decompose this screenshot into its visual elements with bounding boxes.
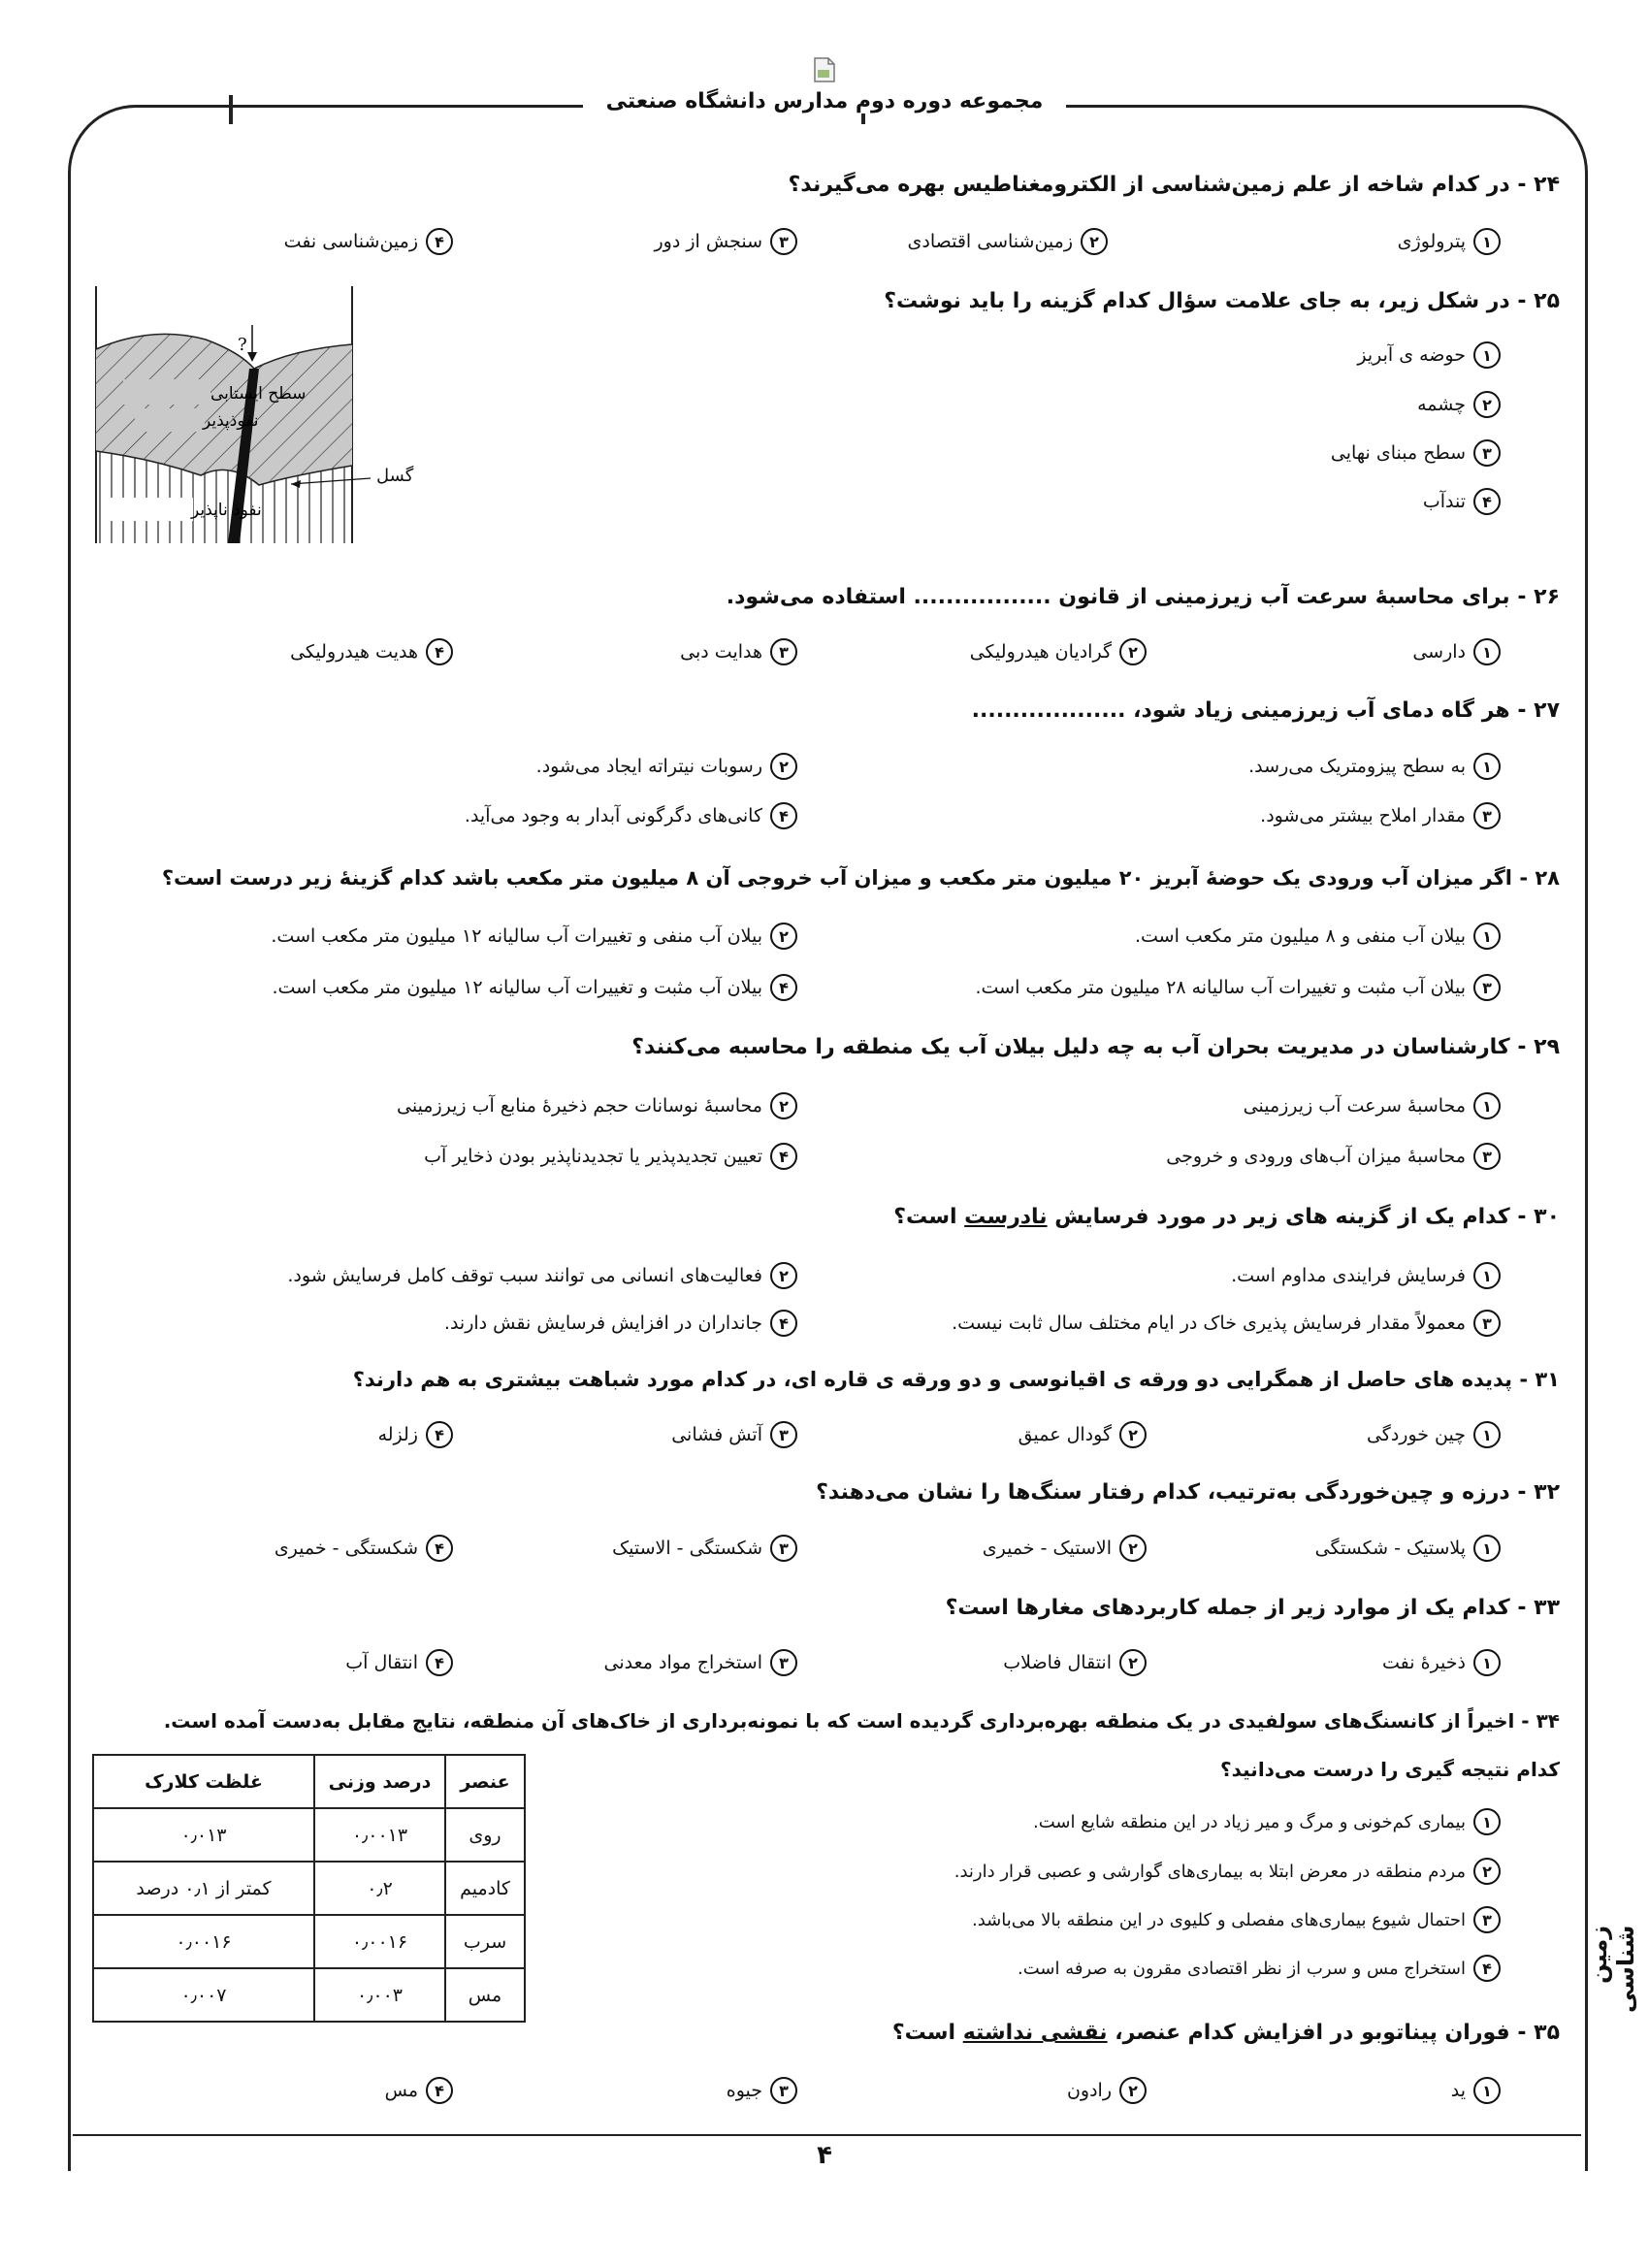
option-label: رادون xyxy=(1066,2080,1112,2101)
q29-option-2[interactable] xyxy=(397,1092,797,1119)
option-label: شکستگی - الاستیک xyxy=(612,1538,762,1559)
question-text-part: ۳۰ - کدام یک از گزینه های زیر در مورد فرسایش xyxy=(1047,1205,1560,1229)
option-label: ذخیرهٔ نفت xyxy=(1382,1652,1466,1673)
q30-option-3[interactable] xyxy=(952,1310,1501,1337)
table-cell: ۰٫۲ xyxy=(314,1862,445,1915)
option-label: انتقال فاضلاب xyxy=(1003,1652,1112,1673)
option-number-circle: ۴ xyxy=(770,1310,797,1337)
q33-option-1[interactable] xyxy=(1382,1649,1501,1676)
question-text-part: است؟ xyxy=(891,2021,963,2045)
table-header-weight-percent: درصد وزنی xyxy=(314,1755,445,1808)
table-header-clarke: غلظت کلارک xyxy=(93,1755,314,1808)
option-label: کانی‌های دگرگونی آبدار به وجود می‌آید. xyxy=(464,805,762,826)
q27-option-3[interactable] xyxy=(1260,802,1501,829)
question-text-part: ۳۵ - فوران پیناتوبو در افزایش کدام عنصر، xyxy=(1107,2021,1560,2045)
table-cell: کادمیم xyxy=(445,1862,525,1915)
q33-option-3[interactable] xyxy=(604,1649,797,1676)
q26-option-4[interactable] xyxy=(290,638,453,665)
option-label: الاستیک - خمیری xyxy=(982,1538,1112,1559)
option-number-circle: ۲ xyxy=(1119,1421,1147,1448)
q24-option-3[interactable] xyxy=(655,228,798,255)
q24-option-2[interactable] xyxy=(908,228,1108,255)
q31-option-1[interactable] xyxy=(1367,1421,1501,1448)
q29-option-4[interactable] xyxy=(424,1143,797,1170)
option-label: آتش فشانی xyxy=(671,1424,762,1445)
q28-option-3[interactable] xyxy=(975,974,1501,1001)
question-29: ۲۹ - کارشناسان در مدیریت بحران آب به چه دلیل بیلان آب یک منطقه را محاسبه می‌کنند؟ xyxy=(631,1035,1560,1059)
option-label: انتقال آب xyxy=(345,1652,418,1673)
option-label: فعالیت‌های انسانی می توانند سبب توقف کامل فرسایش شود. xyxy=(287,1265,762,1286)
option-label: تندآب xyxy=(1422,491,1466,512)
q35-option-4[interactable] xyxy=(385,2077,453,2104)
option-number-circle: ۲ xyxy=(770,1092,797,1119)
option-number-circle: ۴ xyxy=(426,1535,453,1562)
table-cell: ۰٫۰۰۱۶ xyxy=(93,1915,314,1968)
option-number-circle: ۱ xyxy=(1473,1649,1501,1676)
q25-option-1[interactable] xyxy=(1357,341,1501,369)
footer-divider xyxy=(73,2134,1581,2136)
option-number-circle: ۴ xyxy=(770,974,797,1001)
image-placeholder-icon xyxy=(813,56,836,83)
option-number-circle: ۱ xyxy=(1473,638,1501,665)
q34-option-1[interactable] xyxy=(1033,1808,1501,1835)
q32-option-2[interactable] xyxy=(983,1535,1147,1562)
option-number-circle: ۱ xyxy=(1473,2077,1501,2104)
table-header-row xyxy=(93,1755,525,1808)
table-cell: ۰٫۰۰۳ xyxy=(314,1968,445,2022)
table-row xyxy=(93,1915,525,1968)
option-number-circle: ۲ xyxy=(1119,1649,1147,1676)
question-33: ۳۳ - کدام یک از موارد زیر از جمله کاربردهای مغارها است؟ xyxy=(945,1596,1560,1620)
fault-pointer xyxy=(291,461,388,500)
q30-underlined-word: نادرست xyxy=(964,1205,1048,1229)
option-label: جانداران در افزایش فرسایش نقش دارند. xyxy=(443,1312,762,1334)
option-number-circle: ۳ xyxy=(770,2077,797,2104)
q28-option-2[interactable] xyxy=(271,923,797,950)
option-number-circle: ۳ xyxy=(1473,1906,1501,1933)
option-label: چین خوردگی xyxy=(1366,1424,1466,1445)
option-label: شکستگی - خمیری xyxy=(274,1538,418,1559)
option-number-circle: ۱ xyxy=(1473,228,1501,255)
question-34-prompt: کدام نتیجه گیری را درست می‌دانید؟ xyxy=(1219,1758,1560,1781)
page-number: ۴ xyxy=(817,2141,832,2170)
q26-option-1[interactable] xyxy=(1412,638,1501,665)
option-label: بیلان آب مثبت و تغییرات آب سالیانه ۲۸ میلیون متر مکعب است. xyxy=(975,977,1466,998)
option-number-circle: ۲ xyxy=(770,753,797,780)
q30-option-4[interactable] xyxy=(444,1310,797,1337)
option-label: زمین‌شناسی نفت xyxy=(283,231,418,252)
option-label: زلزله xyxy=(377,1424,418,1445)
q29-option-1[interactable] xyxy=(1244,1092,1501,1119)
q25-option-2[interactable] xyxy=(1417,391,1501,418)
option-label: پترولوژی xyxy=(1397,231,1466,252)
table-cell: ۰٫۰۰۱۶ xyxy=(314,1915,445,1968)
option-number-circle: ۴ xyxy=(1473,488,1501,515)
option-label: دارسی xyxy=(1412,641,1466,663)
q27-option-1[interactable] xyxy=(1248,753,1501,780)
option-label: هدایت دبی xyxy=(680,641,762,663)
option-number-circle: ۲ xyxy=(1081,228,1108,255)
table-cell: سرب xyxy=(445,1915,525,1968)
q27-option-4[interactable] xyxy=(465,802,797,829)
q31-option-3[interactable] xyxy=(671,1421,797,1448)
question-text-part: است؟ xyxy=(893,1205,965,1229)
q26-option-3[interactable] xyxy=(680,638,797,665)
option-number-circle: ۳ xyxy=(770,1535,797,1562)
option-number-circle: ۳ xyxy=(770,638,797,665)
option-label: چشمه xyxy=(1417,394,1466,415)
option-label: هدیت هیدرولیکی xyxy=(290,641,418,663)
table-row xyxy=(93,1968,525,2022)
option-number-circle: ۱ xyxy=(1473,923,1501,950)
q33-option-2[interactable] xyxy=(1003,1649,1147,1676)
figure-label-impermeable: نفوذ ناپذیر xyxy=(191,501,262,520)
option-number-circle: ۲ xyxy=(1473,1858,1501,1885)
option-number-circle: ۳ xyxy=(770,228,797,255)
q32-option-4[interactable] xyxy=(275,1535,453,1562)
q31-option-4[interactable] xyxy=(378,1421,453,1448)
table-cell: کمتر از ۰٫۱ درصد xyxy=(93,1862,314,1915)
option-number-circle: ۳ xyxy=(1473,974,1501,1001)
figure-label-fault: گسل xyxy=(376,466,414,486)
option-label: محاسبهٔ نوسانات حجم ذخیرهٔ منابع آب زیرزمینی xyxy=(397,1095,762,1117)
table-cell: ۰٫۰۰۷ xyxy=(93,1968,314,2022)
option-number-circle: ۱ xyxy=(1473,341,1501,369)
option-label: سنجش از دور xyxy=(654,231,762,252)
option-number-circle: ۴ xyxy=(426,228,453,255)
option-label: زمین‌شناسی اقتصادی xyxy=(907,231,1073,252)
option-label: استخراج مس و سرب از نظر اقتصادی مقرون به صرفه است. xyxy=(1018,1958,1466,1979)
option-number-circle: ۲ xyxy=(1119,638,1147,665)
table-cell: روی xyxy=(445,1808,525,1862)
option-label: سطح مبنای نهایی xyxy=(1330,442,1466,464)
option-label: مس xyxy=(384,2080,418,2101)
option-label: احتمال شیوع بیماری‌های مفصلی و کلیوی در این منطقه بالا می‌باشد. xyxy=(971,1909,1466,1930)
option-number-circle: ۱ xyxy=(1473,1421,1501,1448)
option-label: رسوبات نیتراته ایجاد می‌شود. xyxy=(535,756,762,777)
q28-option-4[interactable] xyxy=(272,974,797,1001)
subject-side-tab: زمین شناسی xyxy=(1585,1926,1639,2014)
option-number-circle: ۱ xyxy=(1473,1092,1501,1119)
groundwater-fault-figure xyxy=(94,286,354,543)
option-number-circle: ۴ xyxy=(770,802,797,829)
q34-option-4[interactable] xyxy=(1018,1955,1501,1982)
question-34: ۳۴ - اخیراً از کانسنگ‌های سولفیدی در یک منطقه بهره‌برداری گردیده است که با نمونه‌برداری از خاک‌های آن منطقه، نتایج مقابل به‌دست آمده است. xyxy=(163,1709,1560,1733)
option-number-circle: ۴ xyxy=(426,2077,453,2104)
option-label: استخراج مواد معدنی xyxy=(603,1652,762,1673)
table-row xyxy=(93,1862,525,1915)
q32-option-1[interactable] xyxy=(1315,1535,1501,1562)
question-32: ۳۲ - درزه و چین‌خوردگی به‌ترتیب، کدام رفتار سنگ‌ها را نشان می‌دهند؟ xyxy=(816,1480,1560,1505)
option-number-circle: ۳ xyxy=(770,1421,797,1448)
option-label: جیوه xyxy=(726,2080,762,2101)
question-24: ۲۴ - در کدام شاخه از علم زمین‌شناسی از الکترومغناطیس بهره می‌گیرند؟ xyxy=(788,173,1560,197)
table-cell: مس xyxy=(445,1968,525,2022)
q28-option-1[interactable] xyxy=(1135,923,1501,950)
question-31: ۳۱ - پدیده های حاصل از همگرایی دو ورقه ی اقیانوسی و دو ورقه ی قاره ای، در کدام مورد شباهت بیشتری به هم دارند؟ xyxy=(352,1368,1560,1391)
q35-underlined-phrase: نقشی نداشته xyxy=(962,2021,1108,2045)
option-label: مردم منطقه در معرض ابتلا به بیماری‌های گوارشی و عصبی قرار دارند. xyxy=(954,1861,1466,1882)
option-label: تعیین تجدیدپذیر یا تجدیدناپذیر بودن ذخایر آب xyxy=(424,1146,762,1167)
option-number-circle: ۳ xyxy=(1473,1310,1501,1337)
option-label: بیماری کم‌خونی و مرگ و میر زیاد در این منطقه شایع است. xyxy=(1033,1811,1466,1832)
table-cell: ۰٫۰۱۳ xyxy=(93,1808,314,1862)
option-number-circle: ۴ xyxy=(770,1143,797,1170)
figure-label-water-table: سطح ایستابی xyxy=(210,384,307,404)
option-number-circle: ۱ xyxy=(1473,1535,1501,1562)
q31-option-2[interactable] xyxy=(1018,1421,1147,1448)
soil-sample-table xyxy=(92,1754,526,2023)
option-number-circle: ۴ xyxy=(1473,1955,1501,1982)
question-35 xyxy=(892,2021,1560,2045)
q33-option-4[interactable] xyxy=(345,1649,453,1676)
option-number-circle: ۴ xyxy=(426,638,453,665)
header-title-wrap xyxy=(0,89,1649,113)
q24-option-4[interactable] xyxy=(284,228,453,255)
option-label: محاسبهٔ میزان آب‌های ورودی و خروجی xyxy=(1166,1146,1466,1167)
q25-option-4[interactable] xyxy=(1423,488,1501,515)
option-label: ید xyxy=(1450,2080,1466,2101)
q30-option-1[interactable] xyxy=(1231,1262,1501,1289)
option-number-circle: ۱ xyxy=(1473,753,1501,780)
option-number-circle: ۲ xyxy=(770,923,797,950)
question-27: ۲۷ - هر گاه دمای آب زیرزمینی زیاد شود، ................... xyxy=(971,698,1560,723)
option-number-circle: ۴ xyxy=(426,1421,453,1448)
option-number-circle: ۲ xyxy=(770,1262,797,1289)
option-number-circle: ۲ xyxy=(1473,391,1501,418)
q26-option-2[interactable] xyxy=(970,638,1147,665)
q24-option-1[interactable] xyxy=(1398,228,1501,255)
question-30 xyxy=(893,1205,1560,1229)
option-number-circle: ۲ xyxy=(1119,2077,1147,2104)
option-number-circle: ۳ xyxy=(770,1649,797,1676)
option-label: بیلان آب مثبت و تغییرات آب سالیانه ۱۲ میلیون متر مکعب است. xyxy=(272,977,762,998)
q35-option-3[interactable] xyxy=(727,2077,797,2104)
table-header-element: عنصر xyxy=(445,1755,525,1808)
option-number-circle: ۴ xyxy=(426,1649,453,1676)
option-number-circle: ۳ xyxy=(1473,802,1501,829)
figure-question-mark: ? xyxy=(238,335,247,355)
option-label: محاسبهٔ سرعت آب زیرزمینی xyxy=(1243,1095,1466,1117)
option-label: حوضه ی آبریز xyxy=(1357,344,1466,366)
question-25: ۲۵ - در شکل زیر، به جای علامت سؤال کدام گزینه را باید نوشت؟ xyxy=(884,289,1560,313)
option-label: معمولاً مقدار فرسایش پذیری خاک در ایام مختلف سال ثابت نیست. xyxy=(952,1312,1466,1334)
option-label: مقدار املاح بیشتر می‌شود. xyxy=(1260,805,1466,826)
question-26: ۲۶ - برای محاسبهٔ سرعت آب زیرزمینی از قانون ................. استفاده می‌شود. xyxy=(726,585,1560,609)
q25-option-3[interactable] xyxy=(1331,439,1501,467)
option-number-circle: ۳ xyxy=(1473,1143,1501,1170)
option-label: به سطح پیزومتریک می‌رسد. xyxy=(1248,756,1466,777)
option-number-circle: ۱ xyxy=(1473,1808,1501,1835)
figure-label-permeable: نفوذپذیر xyxy=(203,411,259,431)
table-row xyxy=(93,1808,525,1862)
q34-option-2[interactable] xyxy=(954,1858,1501,1885)
option-label: بیلان آب منفی و ۸ میلیون متر مکعب است. xyxy=(1134,925,1466,947)
q29-option-3[interactable] xyxy=(1166,1143,1501,1170)
q35-option-1[interactable] xyxy=(1451,2077,1501,2104)
option-label: فرسایش فرایندی مداوم است. xyxy=(1231,1265,1466,1286)
q27-option-2[interactable] xyxy=(536,753,797,780)
question-28: ۲۸ - اگر میزان آب ورودی یک حوضهٔ آبریز ۲۰ میلیون متر مکعب و میزان آب خروجی آن ۸ میلیون متر مکعب باشد کدام گزینهٔ زیر درست است؟ xyxy=(161,866,1560,890)
option-label: گودال عمیق xyxy=(1018,1424,1112,1445)
option-number-circle: ۲ xyxy=(1119,1535,1147,1562)
header-title: مجموعه دوره دوم مدارس دانشگاه صنعتی xyxy=(583,89,1067,113)
option-label: بیلان آب منفی و تغییرات آب سالیانه ۱۲ میلیون متر مکعب است. xyxy=(271,925,762,947)
option-label: پلاستیک - شکستگی xyxy=(1314,1538,1466,1559)
q30-option-2[interactable] xyxy=(287,1262,797,1289)
option-number-circle: ۱ xyxy=(1473,1262,1501,1289)
table-cell: ۰٫۰۰۱۳ xyxy=(314,1808,445,1862)
q35-option-2[interactable] xyxy=(1067,2077,1147,2104)
q34-option-3[interactable] xyxy=(972,1906,1501,1933)
option-label: گرادیان هیدرولیکی xyxy=(969,641,1112,663)
option-number-circle: ۳ xyxy=(1473,439,1501,467)
q32-option-3[interactable] xyxy=(612,1535,797,1562)
